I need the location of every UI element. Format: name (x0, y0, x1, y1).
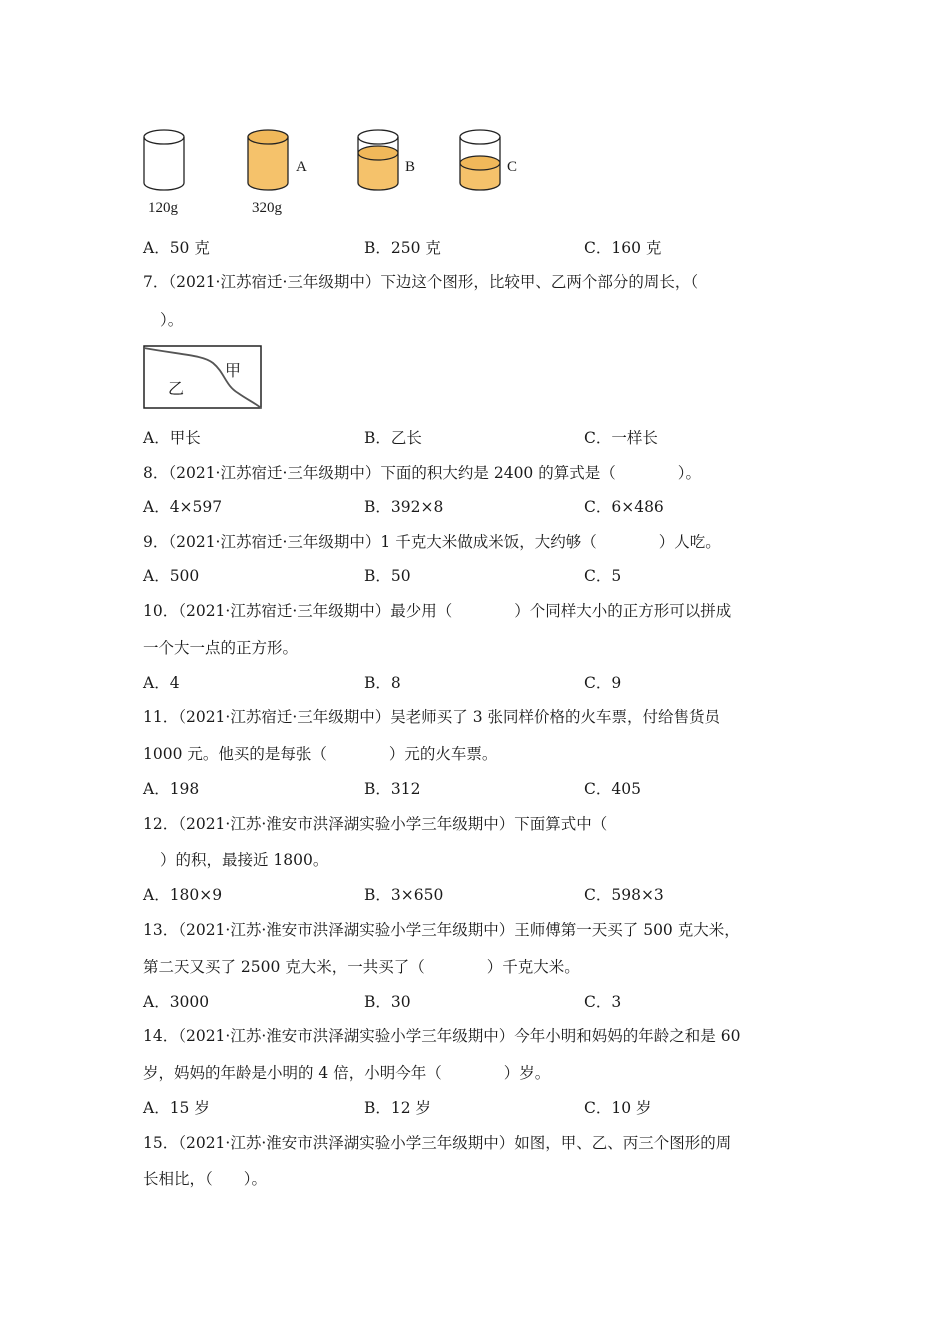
q8-option-c[interactable]: C．6×486 (584, 498, 664, 516)
q9-option-b[interactable]: B．50 (364, 567, 411, 585)
q13-option-a[interactable]: A．3000 (143, 993, 210, 1011)
q11-question-line2: 1000 元。他买的是每张（ ）元的火车票。 (143, 745, 498, 763)
cup-label-b: B (405, 159, 416, 175)
q7-question-line1: 7．（2021·江苏宿迁·三年级期中）下边这个图形，比较甲、乙两个部分的周长，（ (143, 273, 699, 291)
q13-question-line2: 第二天又买了 2500 克大米，一共买了（ ）千克大米。 (143, 958, 580, 976)
cup-label-a: A (296, 159, 307, 175)
q8-question-line1: 8．（2021·江苏宿迁·三年级期中）下面的积大约是 2400 的算式是（ ）。 (143, 464, 701, 482)
q7-option-a[interactable]: A．甲长 (143, 429, 201, 447)
cup-b-half (356, 128, 402, 192)
q8-option-b[interactable]: B．392×8 (364, 498, 444, 516)
q7-rectangle-figure (143, 345, 263, 409)
q12-option-c[interactable]: C．598×3 (584, 886, 664, 904)
cup-c-quarter (458, 128, 504, 192)
cup-label-c: C (507, 159, 518, 175)
q6-option-a[interactable]: A．50 克 (143, 239, 210, 257)
q14-question-line2: 岁，妈妈的年龄是小明的 4 倍，小明今年（ ）岁。 (143, 1064, 551, 1082)
q10-option-c[interactable]: C．9 (584, 674, 622, 692)
q7-question-line2: ）。 (160, 311, 184, 329)
q13-option-c[interactable]: C．3 (584, 993, 622, 1011)
cup-empty (142, 128, 188, 192)
q14-option-c[interactable]: C．10 岁 (584, 1099, 652, 1117)
q15-question-line2: 长相比，（ ）。 (143, 1170, 268, 1188)
q15-question-line1: 15．（2021·江苏·淮安市洪泽湖实验小学三年级期中）如图，甲、乙、丙三个图形的周 (143, 1134, 732, 1152)
q9-option-a[interactable]: A．500 (143, 567, 200, 585)
q11-option-c[interactable]: C．405 (584, 780, 641, 798)
q6-option-c[interactable]: C．160 克 (584, 239, 662, 257)
q12-question-line2: ）的积，最接近 1800。 (160, 851, 329, 869)
q12-option-b[interactable]: B．3×650 (364, 886, 444, 904)
q14-option-b[interactable]: B．12 岁 (364, 1099, 432, 1117)
q11-option-b[interactable]: B．312 (364, 780, 421, 798)
q10-option-b[interactable]: B．8 (364, 674, 401, 692)
q8-option-a[interactable]: A．4×597 (143, 498, 223, 516)
q10-question-line1: 10．（2021·江苏宿迁·三年级期中）最少用（ ）个同样大小的正方形可以拼成 (143, 602, 732, 620)
q11-option-a[interactable]: A．198 (143, 780, 200, 798)
q12-option-a[interactable]: A．180×9 (143, 886, 223, 904)
q14-option-a[interactable]: A．15 岁 (143, 1099, 210, 1117)
q12-question-line1: 12．（2021·江苏·淮安市洪泽湖实验小学三年级期中）下面算式中（ (143, 815, 608, 833)
cup-a-full (246, 128, 292, 192)
q7-label-yi: 乙 (168, 379, 185, 398)
q10-option-a[interactable]: A．4 (143, 674, 180, 692)
q7-option-c[interactable]: C．一样长 (584, 429, 658, 447)
q13-option-b[interactable]: B．30 (364, 993, 411, 1011)
q11-question-line1: 11．（2021·江苏宿迁·三年级期中）吴老师买了 3 张同样价格的火车票，付给售货员 (143, 708, 720, 726)
q9-question-line1: 9．（2021·江苏宿迁·三年级期中）1 千克大米做成米饭，大约够（ ）人吃。 (143, 533, 721, 551)
q14-question-line1: 14．（2021·江苏·淮安市洪泽湖实验小学三年级期中）今年小明和妈妈的年龄之和是 60 (143, 1027, 741, 1045)
cup-weight-empty: 120g (148, 200, 178, 216)
q13-question-line1: 13．（2021·江苏·淮安市洪泽湖实验小学三年级期中）王师傅第一天买了 500 克大米， (143, 921, 740, 939)
cup-weight-full: 320g (252, 200, 282, 216)
q10-question-line2: 一个大一点的正方形。 (143, 639, 299, 657)
q6-option-b[interactable]: B．250 克 (364, 239, 441, 257)
q7-option-b[interactable]: B．乙长 (364, 429, 422, 447)
q9-option-c[interactable]: C．5 (584, 567, 622, 585)
q7-label-jia: 甲 (225, 361, 242, 380)
